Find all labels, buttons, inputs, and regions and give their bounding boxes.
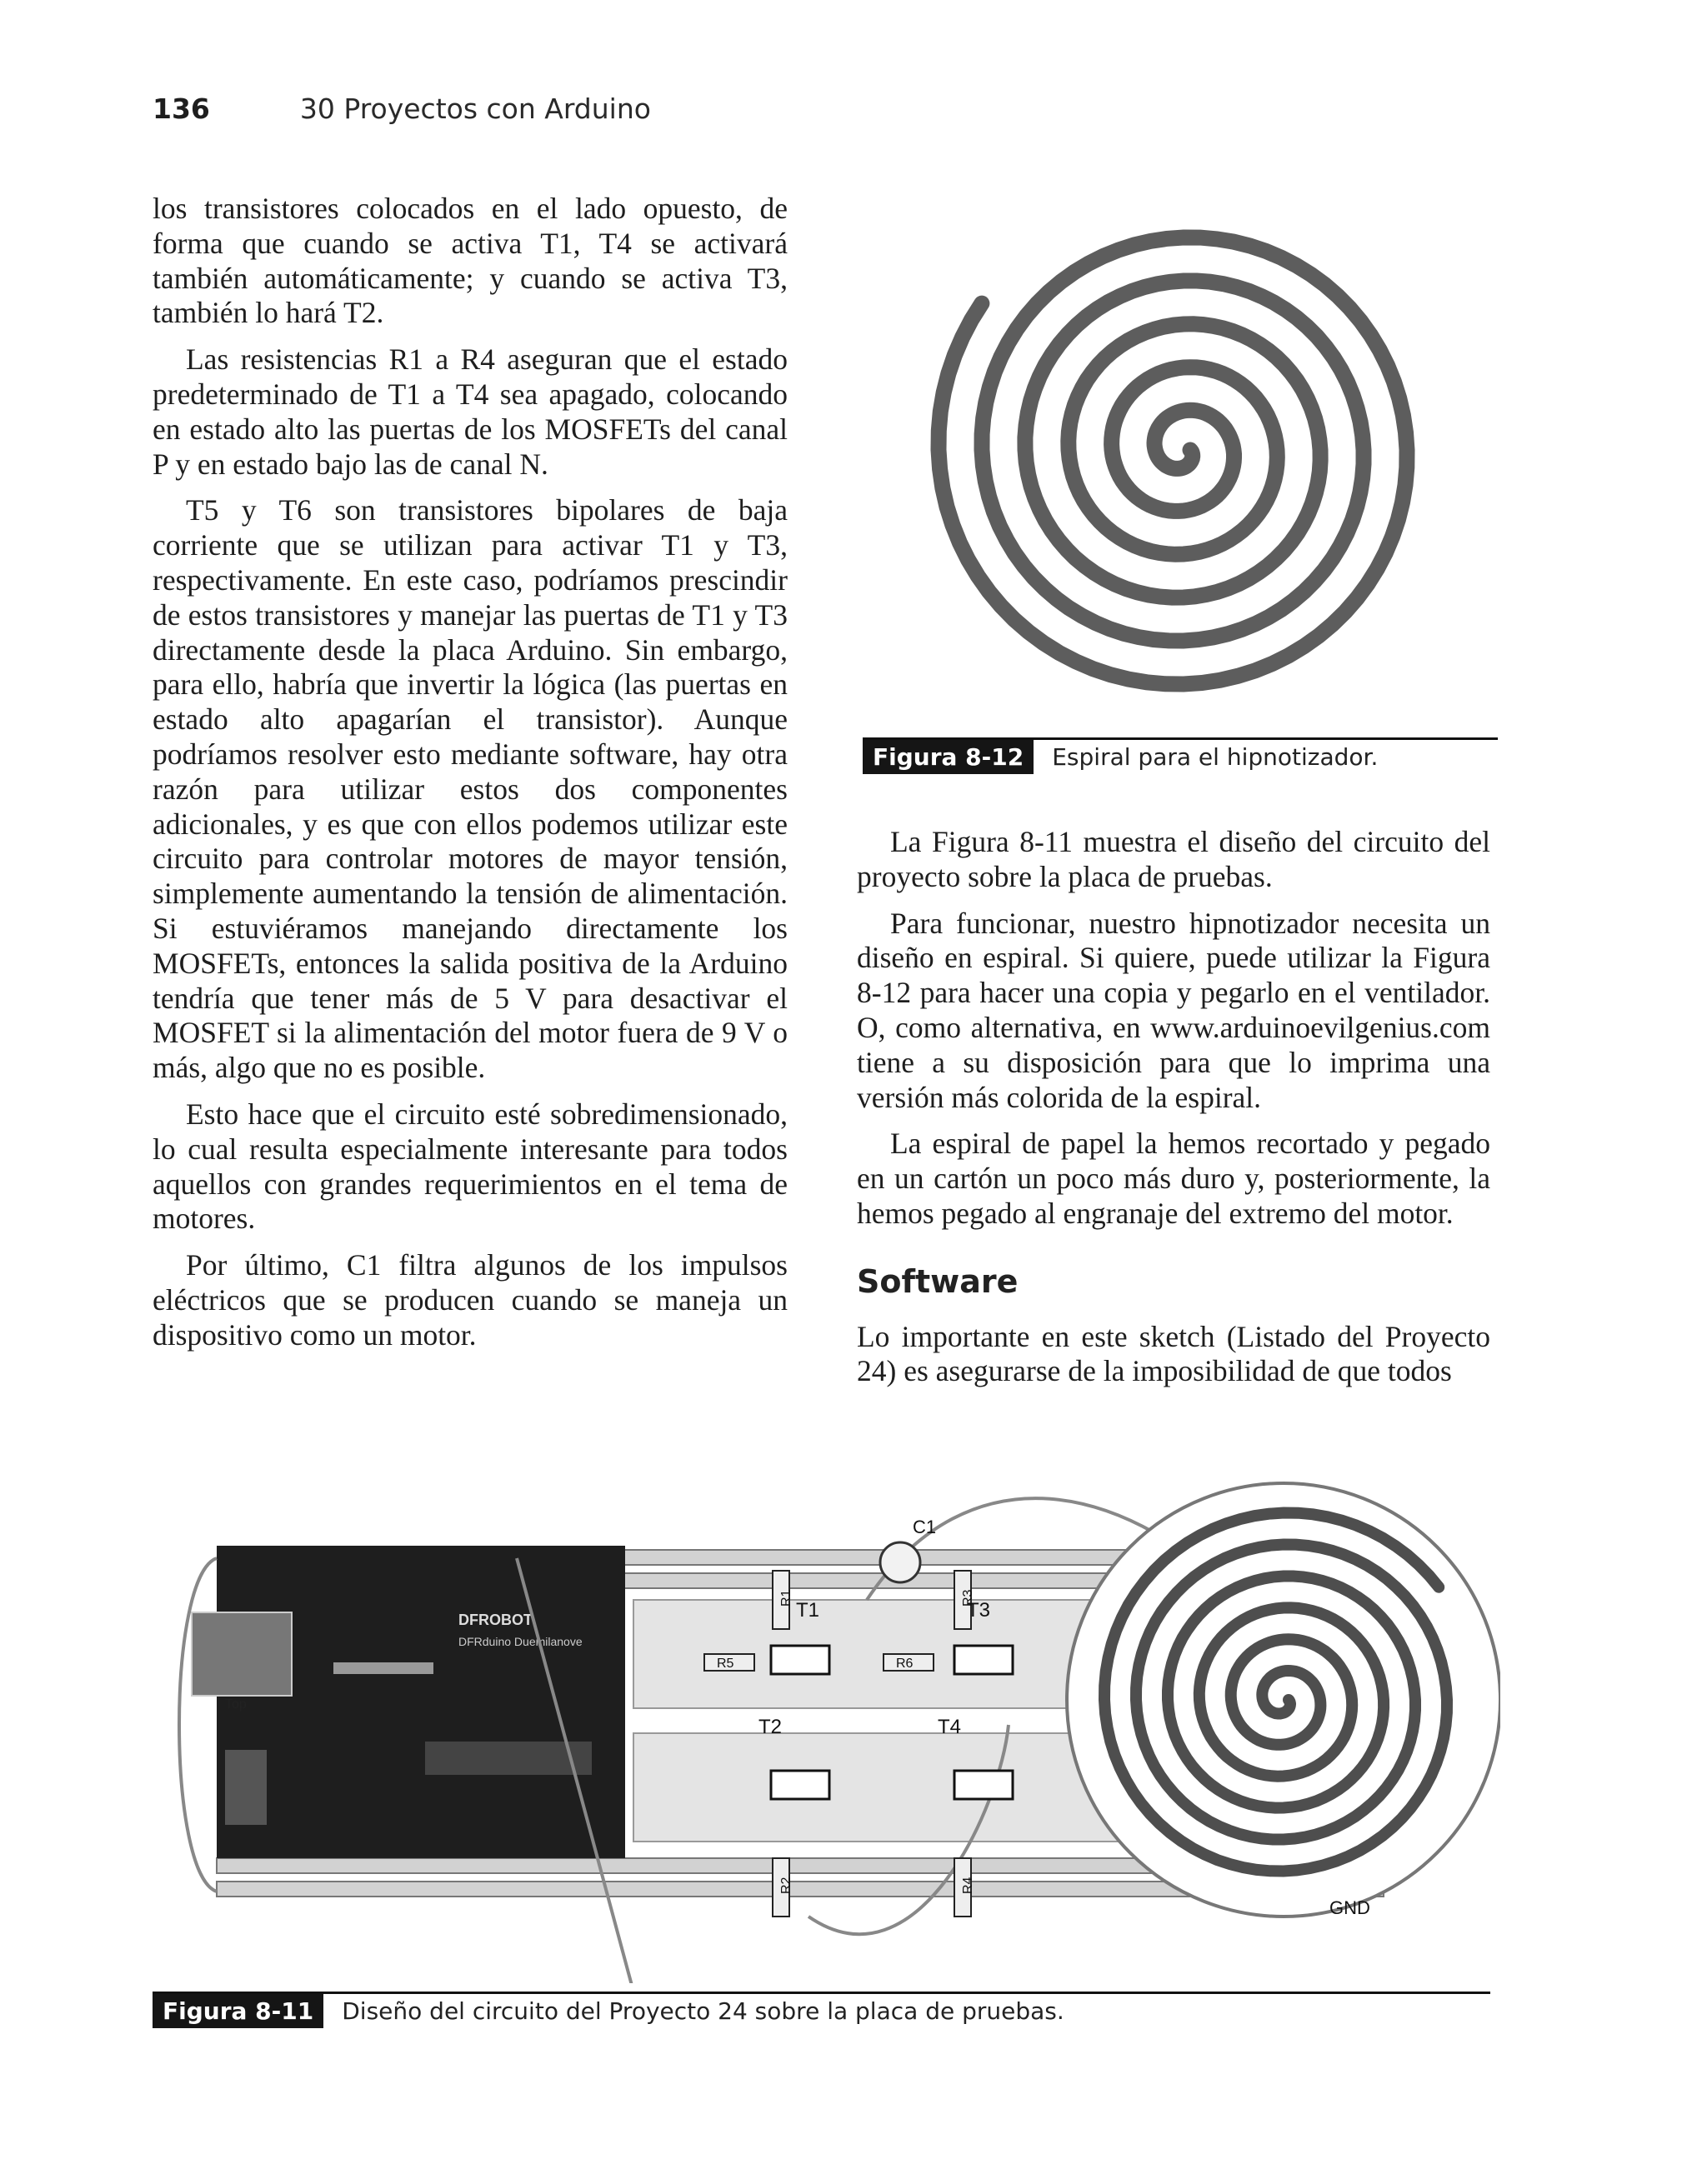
label-t3: T3 xyxy=(967,1599,991,1622)
board-model-text: DFRduino Duemilanove xyxy=(458,1635,583,1648)
label-r1: R1 xyxy=(779,1589,793,1607)
top-label: Top xyxy=(225,1697,247,1712)
usb-connector xyxy=(192,1612,292,1696)
power-jack xyxy=(225,1750,267,1825)
page-number: 136 xyxy=(153,92,210,125)
figure-8-11-text: Diseño del circuito del Proyecto 24 sobre la placa de pruebas. xyxy=(342,1997,1064,2025)
label-t2: T2 xyxy=(758,1716,783,1738)
left-paragraph-1: los transistores colocados en el lado opuesto, de forma que cuando se activa T1, T4 se activará también automáticamente; y cuando se activa T3, también lo hará T2. xyxy=(153,192,788,330)
figure-8-12-caption xyxy=(863,737,1498,774)
software-paragraph: Lo importante en este sketch (Listado del Proyecto 24) es asegurarse de la imposibilidad de que todos xyxy=(857,1319,1490,1388)
right-column xyxy=(857,825,1490,1401)
circuit-diagram xyxy=(167,1475,1500,1983)
board-brand-text: DFROBOT xyxy=(458,1612,533,1628)
chip-header xyxy=(333,1662,433,1674)
wire-arduino-loop xyxy=(179,1558,217,1892)
software-heading: Software xyxy=(857,1262,1019,1300)
left-paragraph-5: Por último, C1 filtra algunos de los impulsos eléctricos que se producen cuando se maneja un dispositivo como un motor. xyxy=(153,1248,788,1352)
figure-8-11-caption xyxy=(153,1992,1490,2028)
book-title: 30 Proyectos con Arduino xyxy=(299,92,651,125)
spiral-image xyxy=(917,192,1450,725)
label-r6: R6 xyxy=(896,1657,914,1671)
label-r3: R3 xyxy=(961,1589,975,1607)
label-r4: R4 xyxy=(961,1877,975,1894)
motor-disc xyxy=(1067,1483,1500,1918)
label-c1: C1 xyxy=(913,1517,937,1537)
label-gnd: GND xyxy=(1329,1897,1370,1918)
label-r2: R2 xyxy=(779,1877,793,1894)
spiral-line xyxy=(939,237,1407,684)
arduino-pcb xyxy=(217,1546,625,1858)
transistor-t4 xyxy=(954,1771,1013,1799)
label-r5: R5 xyxy=(717,1657,734,1671)
page-header xyxy=(153,83,651,133)
transistor-t6 xyxy=(954,1646,1013,1674)
arduino-board xyxy=(192,1546,625,1858)
left-paragraph-2: Las resistencias R1 a R4 aseguran que el estado predeterminado de T1 a T4 sea apagado, colocando en estado alto las puertas de los MOSFETs del canal P y en estado bajo las de canal N. xyxy=(153,342,788,481)
right-paragraph-1: La Figura 8-11 muestra el diseño del circuito del proyecto sobre la placa de pruebas. xyxy=(857,825,1490,893)
left-paragraph-4: Esto hace que el circuito esté sobredimensionado, lo cual resulta especialmente interesante para todos aquellos con grandes requerimientos en el tema de motores. xyxy=(153,1097,788,1236)
figure-8-11-tag: Figura 8-11 xyxy=(153,1994,323,2028)
left-paragraph-3: T5 y T6 son transistores bipolares de baja corriente que se utilizan para activar T1 y T3, respectivamente. En este caso, podríamos prescindir de estos transistores y manejar las puertas de T1 y T3 directamente desde la placa Arduino. Sin embargo, para ello, habría que invertir la lógica (las puertas en estado alto apagarían el transistor). Aunque podríamos resolver esto mediante software, hay otra razón para utilizar estos dos componentes adicionales, y es que con ellos podemos utilizar este circuito para controlar motores de mayor tensión, simplemente aumentando la tensión de alimentación. Si estuviéramos manejando directamente los MOSFETs, entonces la salida positiva de la Arduino tendría que tener más de 5 V para desactivar el MOSFET si la alimentación del motor fuera de 9 V o más, algo que no es posible. xyxy=(153,493,788,1085)
label-t4: T4 xyxy=(938,1716,962,1738)
label-t1: T1 xyxy=(796,1599,820,1622)
figure-8-12-tag: Figura 8-12 xyxy=(863,740,1034,774)
right-paragraph-2: Para funcionar, nuestro hipnotizador necesita un diseño en espiral. Si quiere, puede utilizar la Figura 8-12 para hacer una copia y pegarlo en el ventilador. O, como alternativa, en www.arduinoevilgenius.com tiene a su disposición para que lo imprima una versión más colorida de la espiral. xyxy=(857,906,1490,1114)
right-paragraph-3: La espiral de papel la hemos recortado y pegado en un cartón un poco más duro y, posteriormente, la hemos pegado al engranaje del extremo del motor. xyxy=(857,1127,1490,1230)
software-section xyxy=(857,1262,1490,1389)
transistor-t5 xyxy=(771,1646,829,1674)
figure-8-12-text: Espiral para el hipnotizador. xyxy=(1052,743,1379,771)
transistor-t2 xyxy=(771,1771,829,1799)
left-column xyxy=(153,192,788,1365)
capacitor-body xyxy=(880,1542,920,1582)
